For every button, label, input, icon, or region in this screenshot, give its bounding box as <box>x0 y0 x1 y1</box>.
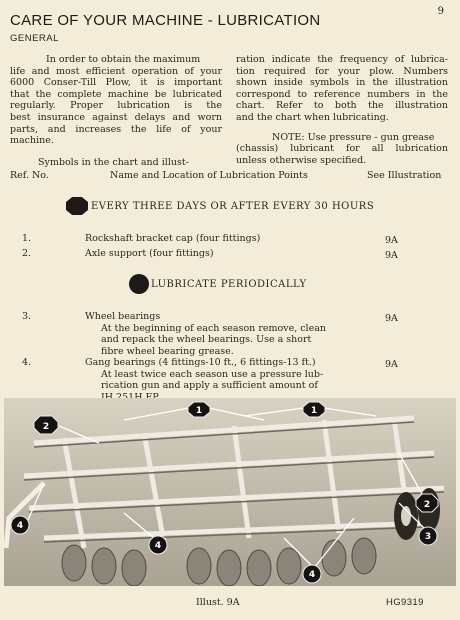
item-detail-line: fibre wheel bearing grease. <box>101 345 234 357</box>
callout-marker-4b <box>149 536 167 554</box>
intro-left-column <box>10 54 222 168</box>
intro-line: best insurance against delays and worn <box>10 111 222 123</box>
intro-line: ration indicate the frequency of lubrica- <box>236 54 448 65</box>
callout-label: 4 <box>154 541 162 551</box>
intro-line: In order to obtain the maximum <box>46 54 201 65</box>
section-title-every-three-days: EVERY THREE DAYS OR AFTER EVERY 30 HOURS <box>91 201 375 212</box>
note-block <box>236 132 448 167</box>
octagon-icon <box>66 197 88 215</box>
item-detail-line: and repack the wheel bearings. Use a short <box>101 334 312 346</box>
item-number: 4. <box>22 357 32 368</box>
item-block <box>85 357 365 403</box>
note-line: (chassis) lubricant for all lubrication <box>236 143 448 155</box>
page-title: CARE OF YOUR MACHINE - LUBRICATION <box>10 12 321 29</box>
item-detail-line: At least twice each season use a pressure lub- <box>101 368 324 380</box>
callout-marker-2a <box>34 416 58 434</box>
callout-marker-1a <box>188 402 210 417</box>
intro-line: regularly. Proper lubrication is the <box>10 100 222 112</box>
intro-line: shown inside symbols in the illustration <box>236 77 448 89</box>
callout-label: 2 <box>423 500 431 510</box>
callout-label: 4 <box>16 521 24 531</box>
intro-line: machine. <box>10 135 54 147</box>
item-illustration-ref: 9A <box>385 250 398 261</box>
item-name: Gang bearings (4 fittings-10 ft., 6 fittings-13 ft.) <box>85 357 316 368</box>
intro-line: chart. Refer to both the illustration <box>236 100 448 112</box>
item-illustration-ref: 9A <box>385 359 398 370</box>
callout-marker-3 <box>419 527 437 545</box>
column-header-name: Name and Location of Lubrication Points <box>110 170 308 181</box>
callout-label: 3 <box>424 532 432 542</box>
intro-line: Symbols in the chart and illust- <box>38 156 189 168</box>
callout-marker-4c <box>303 565 321 583</box>
intro-line: 6000 Conser-Till Plow, it is important <box>10 77 222 89</box>
note-line: NOTE: Use pressure - gun grease <box>272 131 435 143</box>
section-heading-general: GENERAL <box>10 33 59 44</box>
callout-label: 4 <box>308 570 316 580</box>
column-header-ref: Ref. No. <box>10 170 49 181</box>
section-title-lubricate-periodically: LUBRICATE PERIODICALLY <box>151 279 307 290</box>
intro-line: correspond to reference numbers in the <box>236 88 448 100</box>
item-illustration-ref: 9A <box>385 235 398 246</box>
item-block <box>85 311 355 357</box>
callout-marker-2b <box>416 494 438 512</box>
item-illustration-ref: 9A <box>385 313 398 324</box>
item-number: 3. <box>22 311 32 322</box>
callout-label: 1 <box>195 406 203 416</box>
document-code: HG9319 <box>386 597 424 608</box>
callout-marker-4a <box>11 516 29 534</box>
intro-line: life and most efficient operation of your <box>10 65 222 77</box>
item-number: 2. <box>22 248 32 259</box>
intro-right-column <box>236 54 448 166</box>
plow-illustration-photo <box>4 398 456 586</box>
item-name: Wheel bearings <box>85 311 161 322</box>
item-detail-line: rication gun and apply a sufficient amount of <box>101 380 318 392</box>
plow-drawing <box>4 398 456 586</box>
intro-line: tion required for your plow. Numbers <box>236 65 448 77</box>
intro-line: parts, and increases the life of your <box>10 123 222 135</box>
column-header-illustration: See Illustration <box>367 170 442 181</box>
callout-label: 2 <box>42 422 50 432</box>
intro-line: and the chart when lubricating. <box>236 111 389 123</box>
circle-icon <box>129 274 149 294</box>
callout-label: 1 <box>310 406 318 416</box>
note-line: unless otherwise specified. <box>236 154 367 166</box>
item-number: 1. <box>22 233 32 244</box>
intro-line: that the complete machine be lubricated <box>10 88 222 100</box>
item-name: Axle support (four fittings) <box>85 248 214 259</box>
item-detail-line: At the beginning of each season remove, clean <box>101 322 327 334</box>
item-name: Rockshaft bracket cap (four fittings) <box>85 233 261 244</box>
page-number: 9 <box>437 6 444 17</box>
callout-marker-1b <box>303 402 325 417</box>
illustration-caption: Illust. 9A <box>196 597 240 608</box>
